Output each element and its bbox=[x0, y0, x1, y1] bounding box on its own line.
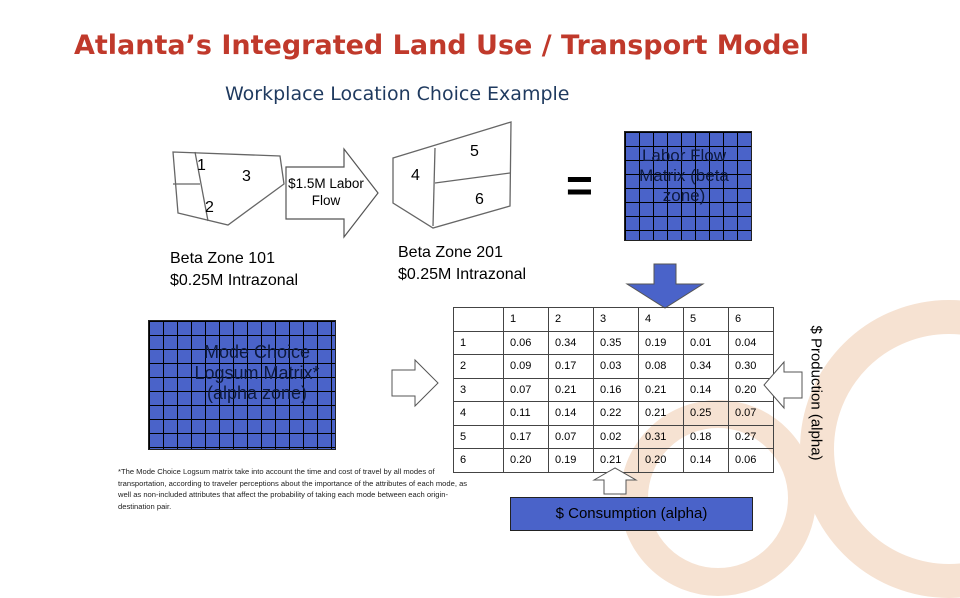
down-arrow-icon bbox=[625, 262, 705, 310]
subzone-label-6: 6 bbox=[475, 191, 484, 208]
beta-zone-201-intrazonal: $0.25M Intrazonal bbox=[398, 266, 527, 283]
left-arrow-icon bbox=[762, 360, 804, 410]
matrix-cell: 0.31 bbox=[639, 425, 684, 449]
matrix-cell: 0.09 bbox=[504, 355, 549, 379]
matrix-cell: 0.01 bbox=[684, 331, 729, 355]
matrix-cell: 0.14 bbox=[684, 378, 729, 402]
matrix-cell: 0.35 bbox=[594, 331, 639, 355]
matrix-col-header: 5 bbox=[684, 308, 729, 332]
production-alpha-label bbox=[799, 305, 833, 480]
matrix-cell: 0.14 bbox=[549, 402, 594, 426]
labor-flow-probability-matrix bbox=[453, 307, 774, 473]
matrix-row-header: 6 bbox=[454, 449, 504, 473]
matrix-cell: 0.18 bbox=[684, 425, 729, 449]
matrix-row-header: 1 bbox=[454, 331, 504, 355]
matrix-cell: 0.20 bbox=[639, 449, 684, 473]
matrix-row-header: 2 bbox=[454, 355, 504, 379]
footnote-text: *The Mode Choice Logsum matrix take into account the time and cost of travel by all modes of transportation, according to traveler perceptions about the importance of the attributes of each mode, as well as non-included attributes that affect the probability of taking each mode between each origin-destination pair. bbox=[118, 467, 468, 511]
matrix-cell: 0.06 bbox=[504, 331, 549, 355]
matrix-cell: 0.03 bbox=[594, 355, 639, 379]
matrix-cell: 0.25 bbox=[684, 402, 729, 426]
matrix-row bbox=[454, 331, 774, 355]
page-title: Atlanta’s Integrated Land Use / Transport Model bbox=[74, 30, 810, 61]
right-arrow-icon bbox=[390, 358, 440, 408]
matrix-col-header: 1 bbox=[504, 308, 549, 332]
matrix-cell: 0.08 bbox=[639, 355, 684, 379]
matrix-cell: 0.34 bbox=[684, 355, 729, 379]
matrix-cell: 0.21 bbox=[549, 378, 594, 402]
matrix-cell: 0.11 bbox=[504, 402, 549, 426]
matrix-cell: 0.07 bbox=[729, 402, 774, 426]
matrix-cell: 0.07 bbox=[549, 425, 594, 449]
consumption-alpha-box: $ Consumption (alpha) bbox=[510, 497, 753, 531]
labor-flow-arrow-label: $1.5M Labor Flow bbox=[288, 176, 364, 208]
beta-zone-101-intrazonal: $0.25M Intrazonal bbox=[170, 272, 299, 289]
beta-zone-201-shape bbox=[383, 118, 518, 243]
matrix-cell: 0.21 bbox=[639, 402, 684, 426]
equals-sign: = bbox=[566, 159, 593, 211]
matrix-row bbox=[454, 402, 774, 426]
matrix-cell: 0.20 bbox=[729, 378, 774, 402]
subzone-label-5: 5 bbox=[470, 143, 479, 160]
matrix-row bbox=[454, 378, 774, 402]
matrix-cell: 0.19 bbox=[639, 331, 684, 355]
up-arrow-icon bbox=[592, 466, 638, 496]
production-alpha-text: $ Production (alpha) bbox=[807, 324, 825, 461]
matrix-row-header: 5 bbox=[454, 425, 504, 449]
beta-zone-101-shape bbox=[168, 148, 288, 230]
page-subtitle: Workplace Location Choice Example bbox=[225, 83, 570, 105]
matrix-cell: 0.20 bbox=[504, 449, 549, 473]
matrix-cell: 0.17 bbox=[549, 355, 594, 379]
matrix-cell: 0.16 bbox=[594, 378, 639, 402]
matrix-cell: 0.30 bbox=[729, 355, 774, 379]
matrix-col-header: 4 bbox=[639, 308, 684, 332]
matrix-row-header: 3 bbox=[454, 378, 504, 402]
matrix-col-header: 6 bbox=[729, 308, 774, 332]
matrix-cell: 0.34 bbox=[549, 331, 594, 355]
matrix-cell: 0.04 bbox=[729, 331, 774, 355]
matrix-cell: 0.21 bbox=[639, 378, 684, 402]
matrix-corner-cell bbox=[454, 308, 504, 332]
subzone-label-3: 3 bbox=[242, 168, 251, 185]
matrix-cell: 0.07 bbox=[504, 378, 549, 402]
subzone-label-4: 4 bbox=[411, 167, 420, 184]
labor-flow-matrix-label: Labor Flow Matrix (beta zone) bbox=[639, 146, 729, 205]
matrix-cell: 0.19 bbox=[549, 449, 594, 473]
matrix-cell: 0.21 bbox=[594, 449, 639, 473]
subzone-label-2: 2 bbox=[205, 199, 214, 216]
matrix-row bbox=[454, 425, 774, 449]
matrix-row-header: 4 bbox=[454, 402, 504, 426]
beta-zone-201-name: Beta Zone 201 bbox=[398, 244, 503, 261]
beta-zone-101-name: Beta Zone 101 bbox=[170, 250, 275, 267]
matrix-row bbox=[454, 355, 774, 379]
matrix-cell: 0.06 bbox=[729, 449, 774, 473]
matrix-col-header: 2 bbox=[549, 308, 594, 332]
subzone-label-1: 1 bbox=[197, 157, 206, 174]
matrix-cell: 0.27 bbox=[729, 425, 774, 449]
matrix-cell: 0.17 bbox=[504, 425, 549, 449]
matrix-cell: 0.02 bbox=[594, 425, 639, 449]
mode-choice-logsum-label: Mode Choice Logsum Matrix* (alpha zone) bbox=[194, 342, 320, 403]
matrix-col-header: 3 bbox=[594, 308, 639, 332]
matrix-cell: 0.22 bbox=[594, 402, 639, 426]
matrix-header-row bbox=[454, 308, 774, 332]
matrix-cell: 0.14 bbox=[684, 449, 729, 473]
